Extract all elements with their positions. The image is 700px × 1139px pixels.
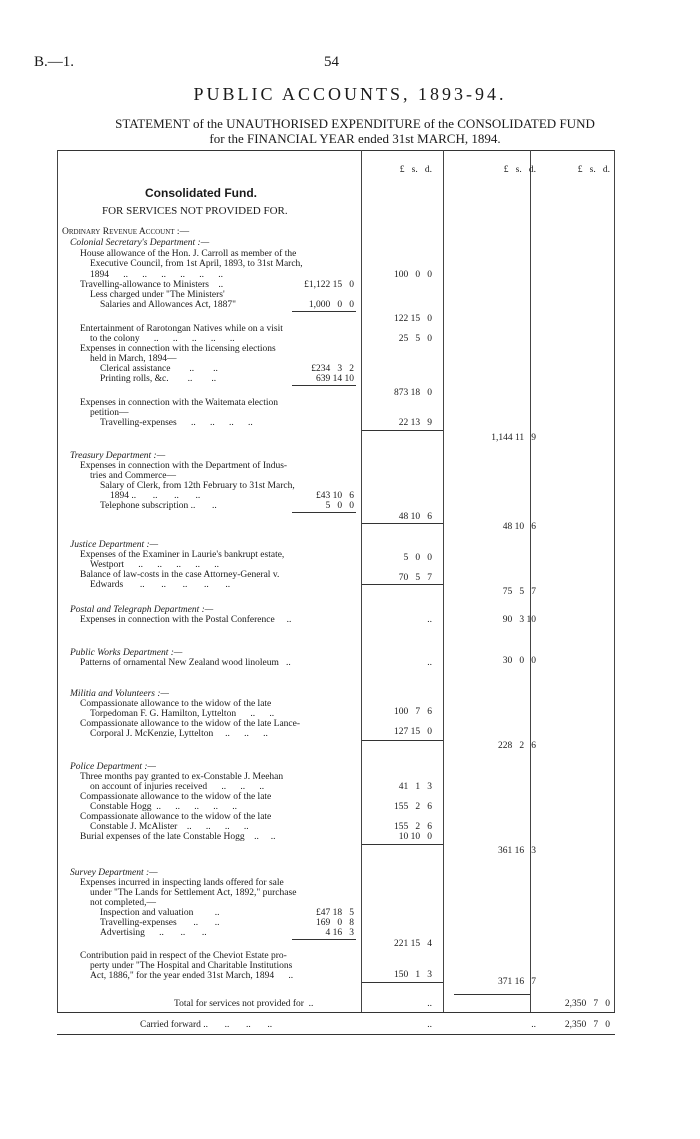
inline-amount: £47 18 5 (316, 908, 354, 918)
section-postal: Postal and Telegraph Department :— (70, 605, 214, 615)
amount: .. (427, 658, 432, 668)
report-reference: B.—1. (34, 54, 75, 70)
total-rule (362, 740, 443, 741)
line-text: Act, 1886," for the year ended 31st March, 1894 .. (90, 971, 294, 981)
page-number: 54 (324, 54, 339, 70)
amount: 41 1 3 (398, 782, 432, 792)
column-header-3: £ s. d. (577, 165, 610, 175)
total-rule (362, 430, 443, 431)
amount: 70 5 7 (398, 573, 432, 583)
line-text: Entertainment of Rarotongan Natives while on a visit (80, 324, 283, 334)
line-text: to the colony .. .. .. .. .. (90, 334, 235, 344)
carried-rule (531, 1012, 614, 1013)
carried-forward-label: Carried forward .. .. .. .. (140, 1020, 273, 1030)
line-text: held in March, 1894— (90, 354, 177, 364)
grand-total: 2,350 7 0 (564, 999, 610, 1009)
inline-amount: £234 3 2 (311, 364, 354, 374)
section-public-works: Public Works Department :— (70, 648, 183, 658)
line-text: on account of injuries received .. .. .. (90, 782, 265, 792)
inline-amount: 5 0 0 (325, 501, 354, 511)
page-title: PUBLIC ACCOUNTS, 1893-94. (193, 84, 507, 104)
line-text: under "The Lands for Settlement Act, 1892," purchase (90, 888, 297, 898)
column-header-2: £ s. d. (503, 165, 536, 175)
fund-heading: Consolidated Fund. (145, 186, 257, 200)
subtotal-rule (292, 311, 356, 312)
line-text: 1894 .. .. .. .. .. .. (90, 270, 223, 280)
amount: 221 15 4 (394, 939, 432, 949)
page-bottom-rule (57, 1034, 615, 1035)
subtotal-rule (292, 512, 356, 513)
account-heading: Ordinary Revenue Account :— (62, 227, 190, 237)
subtitle-line-2: for the FINANCIAL YEAR ended 31st MARCH, 1894. (209, 131, 501, 146)
page-header (0, 54, 700, 74)
line-text: perty under "The Hospital and Charitable Institutions (90, 961, 293, 971)
carried-dots: .. (427, 1020, 432, 1030)
table-top-rule (57, 150, 615, 151)
line-text: Compassionate allowance to the widow of the late (80, 699, 272, 709)
line-text: Expenses of the Examiner in Laurie's bankrupt estate, (80, 550, 285, 560)
inline-amount: 1,000 0 0 (308, 300, 354, 310)
subtotal-rule (292, 939, 356, 940)
line-text: Compassionate allowance to the widow of the late Lance- (80, 719, 301, 729)
inline-amount: £1,122 15 0 (304, 280, 354, 290)
subtotal-rule (292, 385, 356, 386)
section-total: 30 0 0 (502, 656, 536, 666)
section-police: Police Department :— (70, 762, 157, 772)
line-text: Expenses in connection with the licensing elections (80, 344, 276, 354)
line-text: Compassionate allowance to the widow of the late (80, 792, 272, 802)
section-total: 361 16 3 (498, 846, 536, 856)
section-total: 228 2 6 (498, 741, 536, 751)
inline-amount: 169 0 8 (316, 918, 354, 928)
line-text: Inspection and valuation .. (100, 908, 220, 918)
line-text: Edwards .. .. .. .. .. (90, 580, 231, 590)
column-rule-3 (530, 150, 531, 1012)
line-text: Balance of law-costs in the case Attorney-General v. (80, 570, 280, 580)
line-text: Travelling-expenses .. .. (100, 918, 220, 928)
line-text: Compassionate allowance to the widow of the late (80, 812, 272, 822)
line-text: Corporal J. McKenzie, Lyttelton .. .. .. (90, 729, 268, 739)
line-text: Expenses incurred in inspecting lands offered for sale (80, 878, 284, 888)
line-text: Travelling-expenses .. .. .. .. (100, 418, 253, 428)
line-text: Westport .. .. .. .. .. (90, 560, 220, 570)
line-text: Contribution paid in respect of the Cheviot Estate pro- (80, 951, 287, 961)
line-text: Torpedoman F. G. Hamilton, Lyttelton .. .. (90, 709, 275, 719)
line-text: Expenses in connection with the Postal Conference .. (80, 615, 292, 625)
amount: 25 5 0 (398, 334, 432, 344)
section-colonial: Colonial Secretary's Department :— (70, 238, 210, 248)
total-rule (362, 982, 443, 983)
section-total: 90 3 10 (502, 615, 536, 625)
carried-forward-value: 2,350 7 0 (564, 1020, 610, 1030)
column-rule-2 (443, 150, 444, 1012)
total-rule (362, 844, 443, 845)
section-total: 1,144 11 9 (491, 433, 536, 443)
line-text: Less charged under "The Ministers' (90, 290, 225, 300)
amount: 22 13 9 (398, 418, 432, 428)
line-text: Expenses in connection with the Department of Indus- (80, 461, 288, 471)
column-header-1: £ s. d. (399, 165, 432, 175)
section-treasury: Treasury Department :— (70, 451, 166, 461)
line-text: tries and Commerce— (90, 471, 177, 481)
line-text: not completed,— (90, 898, 156, 908)
line-text: Three months pay granted to ex-Constable J. Meehan (80, 772, 284, 782)
amount: 122 15 0 (394, 314, 432, 324)
amount: 150 1 3 (394, 970, 432, 980)
line-text: Patterns of ornamental New Zealand wood linoleum .. (80, 658, 291, 668)
line-text: Clerical assistance .. .. (100, 364, 218, 374)
total-rule (362, 523, 443, 524)
line-text: Constable J. McAlister .. .. .. .. (90, 822, 249, 832)
amount: 127 15 0 (394, 727, 432, 737)
section-survey: Survey Department :— (70, 868, 158, 878)
amount: 155 2 6 (394, 822, 432, 832)
total-rule (362, 584, 443, 585)
amount: 100 7 6 (394, 707, 432, 717)
line-text: Salaries and Allowances Act, 1887" (100, 300, 237, 310)
total-dots: .. (427, 999, 432, 1009)
line-text: Travelling-allowance to Ministers .. (80, 280, 224, 290)
statement-subtitle (40, 116, 670, 146)
line-text: Telephone subscription .. .. (100, 501, 217, 511)
line-text: House allowance of the Hon. J. Carroll as member of the (80, 249, 297, 259)
total-label: Total for services not provided for .. (174, 999, 314, 1009)
line-text: 1894 .. .. .. .. (110, 491, 201, 501)
line-text: Expenses in connection with the Waitemata election (80, 398, 278, 408)
carried-dots: .. (531, 1020, 536, 1030)
line-text: Advertising .. .. .. (100, 928, 207, 938)
amount: 10 10 0 (398, 832, 432, 842)
subtitle-line-1: STATEMENT of the UNAUTHORISED EXPENDITURE of the CONSOLIDATED FUND (115, 116, 595, 131)
section-total: 48 10 6 (502, 522, 536, 532)
line-text: Printing rolls, &c. .. .. (100, 374, 217, 384)
amount: 5 0 0 (403, 553, 432, 563)
line-text: Executive Council, from 1st April, 1893, to 31st March, (90, 259, 303, 269)
line-text: Constable Hogg .. .. .. .. .. (90, 802, 237, 812)
fund-subheading: FOR SERVICES NOT PROVIDED FOR. (102, 205, 288, 217)
inline-amount: 639 14 10 (316, 374, 354, 384)
table-right-rule (614, 150, 615, 1012)
grand-total-rule (454, 994, 530, 995)
amount: .. (427, 615, 432, 625)
column-rule-1 (361, 150, 362, 1012)
inline-amount: £43 10 6 (316, 491, 354, 501)
section-militia: Militia and Volunteers :— (70, 689, 169, 699)
section-total: 371 16 7 (498, 977, 536, 987)
amount: 48 10 6 (398, 512, 432, 522)
line-text: petition— (90, 408, 129, 418)
amount: 100 0 0 (394, 270, 432, 280)
inline-amount: 4 16 3 (325, 928, 354, 938)
table-left-rule (57, 150, 58, 1012)
line-text: Burial expenses of the late Constable Hogg .. .. (80, 832, 276, 842)
line-text: Salary of Clerk, from 12th February to 31st March, (100, 481, 295, 491)
amount: 155 2 6 (394, 802, 432, 812)
section-total: 75 5 7 (502, 587, 536, 597)
amount: 873 18 0 (394, 388, 432, 398)
section-justice: Justice Department :— (70, 540, 159, 550)
